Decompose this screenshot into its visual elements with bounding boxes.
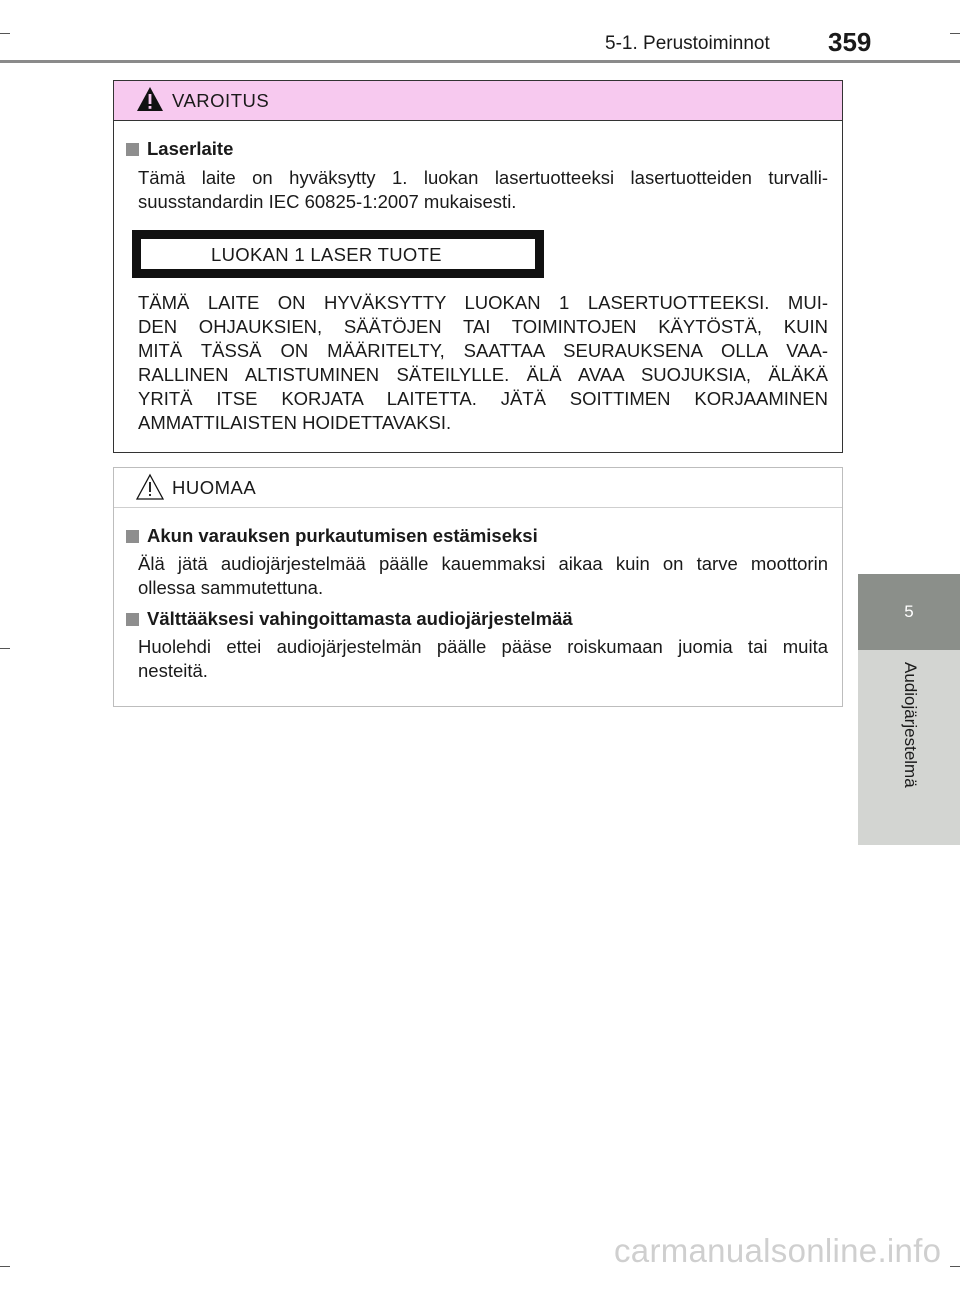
- bullet-square-icon: [126, 530, 139, 543]
- warning-header: [114, 81, 842, 121]
- crop-mark: [950, 33, 960, 34]
- crop-mark: [0, 1266, 10, 1267]
- text-line: TÄMÄ LAITE ON HYVÄKSYTTY LUOKAN 1 LASERTUOTTEEKSI. MUI-: [138, 292, 828, 313]
- text-line: RALLINEN ALTISTUMINEN SÄTEILYLLE. ÄLÄ AVAA SUOJUKSIA, ÄLÄKÄ: [138, 364, 828, 385]
- notice-header: [114, 468, 842, 508]
- text-line: MITÄ TÄSSÄ ON MÄÄRITELTY, SAATTAA SEURAUKSENA OLLA VAA-: [138, 340, 828, 361]
- bullet-square-icon: [126, 613, 139, 626]
- text-line: Älä jätä audiojärjestelmää päälle kauemmaksi aikaa kuin on tarve moottorin: [138, 553, 828, 574]
- crop-mark: [0, 648, 10, 649]
- paragraph: [138, 166, 828, 214]
- text-line: DEN OHJAUKSIEN, SÄÄTÖJEN TAI TOIMINTOJEN KÄYTÖSTÄ, KUIN: [138, 316, 828, 337]
- warning-triangle-filled-icon: [136, 86, 164, 117]
- paragraph: [138, 552, 828, 600]
- item-heading: [126, 525, 538, 547]
- item-heading-text: Akun varauksen purkautumisen estämiseksi: [147, 525, 538, 546]
- text-line: Huolehdi ettei audiojärjestelmän päälle pääse roiskumaan juomia tai muita: [138, 636, 828, 657]
- watermark: carmanualsonline.info: [614, 1232, 942, 1269]
- text-line: ollessa sammutettuna.: [138, 577, 324, 598]
- item-heading-text: Välttääksesi vahingoittamasta audiojärjestelmää: [147, 608, 573, 629]
- bullet-square-icon: [126, 143, 139, 156]
- text-line: suusstandardin IEC 60825-1:2007 mukaisesti.: [138, 191, 517, 212]
- caps-paragraph: [138, 291, 828, 435]
- notice-title: HUOMAA: [172, 477, 257, 498]
- chapter-label: Audiojärjestelmä: [901, 662, 920, 788]
- text-line: YRITÄ ITSE KORJATA LAITETTA. JÄTÄ SOITTIMEN KORJAAMINEN: [138, 388, 828, 409]
- laser-class-label-text: LUOKAN 1 LASER TUOTE: [211, 244, 442, 265]
- warning-title: VAROITUS: [172, 90, 270, 111]
- page-number: 359: [828, 27, 872, 57]
- header-rule: [0, 60, 960, 63]
- item-heading: [126, 608, 573, 630]
- section-title: 5-1. Perustoiminnot: [605, 33, 770, 54]
- laser-class-label: [132, 230, 544, 278]
- text-line: nesteitä.: [138, 660, 208, 681]
- chapter-tab[interactable]: [858, 574, 960, 650]
- paragraph: [138, 635, 828, 683]
- item-heading: [126, 138, 233, 160]
- text-line: Tämä laite on hyväksytty 1. luokan lasertuotteeksi lasertuotteiden turvalli-: [138, 167, 828, 188]
- item-heading-text: Laserlaite: [147, 138, 234, 159]
- chapter-number: 5: [904, 602, 914, 621]
- warning-triangle-outline-icon: [136, 473, 164, 506]
- crop-mark: [0, 33, 10, 34]
- crop-mark: [950, 1266, 960, 1267]
- warning-box: [113, 80, 843, 453]
- text-line: AMMATTILAISTEN HOIDETTAVAKSI.: [138, 412, 452, 433]
- notice-box: [113, 467, 843, 707]
